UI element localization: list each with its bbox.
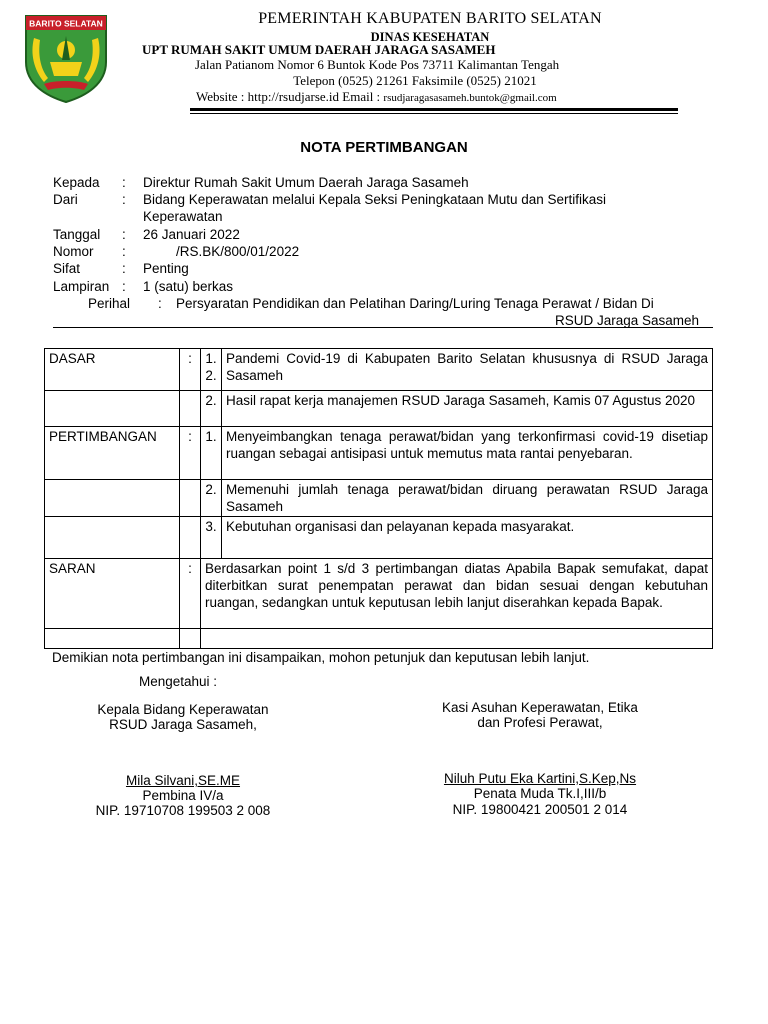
letterhead-rule-thick <box>190 108 678 111</box>
left-signer-title1: Kepala Bidang Keperawatan <box>97 702 269 717</box>
item-text: Menyeimbangkan tenaga perawat/bidan yang terkonfirmasi covid-19 disetiap ruangan sebagai antisipasi untuk memutus mata rantai penyebaran. <box>222 427 713 480</box>
item-number-primary: 1. <box>205 351 217 366</box>
field-kepada-value: Direktur Rumah Sakit Umum Daerah Jaraga Sasameh <box>143 175 469 190</box>
right-signer-title1: Kasi Asuhan Keperawatan, Etika <box>442 700 638 715</box>
field-nomor-label: Nomor <box>53 244 94 259</box>
table-row <box>45 559 713 629</box>
field-tanggal-value: 26 Januari 2022 <box>143 227 240 242</box>
letterhead-government: PEMERINTAH KABUPATEN BARITO SELATAN <box>258 10 602 27</box>
acknowledged-label: Mengetahui : <box>139 674 218 689</box>
section-colon: : <box>180 559 201 629</box>
field-dari-value: Bidang Keperawatan melalui Kepala Seksi Peningkataan Mutu dan Sertifikasi <box>143 192 607 207</box>
table-row <box>45 349 713 391</box>
regency-logo <box>20 10 112 104</box>
field-dari-value-cont: Keperawatan <box>143 209 223 224</box>
left-signer-nip: NIP. 19710708 199503 2 008 <box>95 803 271 818</box>
logo-text: BARITO SELATAN <box>29 18 103 29</box>
item-text: Pandemi Covid-19 di Kabupaten Barito Selatan khususnya di RSUD Jaraga Sasameh <box>222 349 713 391</box>
field-sifat-value: Penting <box>143 261 189 276</box>
section-colon: : <box>180 427 201 480</box>
section-colon: : <box>180 349 201 391</box>
field-lampiran-label: Lampiran <box>53 279 110 294</box>
field-tanggal-label: Tanggal <box>53 227 101 242</box>
perihal-rule <box>53 327 713 328</box>
field-perihal-colon: : <box>158 296 162 311</box>
empty-cell <box>201 629 713 649</box>
letterhead-contact <box>196 89 768 105</box>
field-nomor-value: /RS.BK/800/01/2022 <box>176 244 300 259</box>
letterhead-address: Jalan Patianom Nomor 6 Buntok Kode Pos 73711 Kalimantan Tengah <box>195 57 560 72</box>
field-lampiran-value: 1 (satu) berkas <box>143 279 234 294</box>
closing-statement: Demikian nota pertimbangan ini disampaikan, mohon petunjuk dan keputusan lebih lanjut. <box>52 650 590 665</box>
item-text: Berdasarkan point 1 s/d 3 pertimbangan diatas Apabila Bapak semufakat, dapat diterbitkan surat penempatan perawat dan bidan sesuai dengan kebutuhan ruangan, sedangkan untuk keputusan lebih lanjut diserahkan kepada Bapak. <box>201 559 713 629</box>
empty-cell <box>45 629 180 649</box>
field-nomor-colon: : <box>122 244 126 259</box>
left-signer-rank: Pembina IV/a <box>142 788 224 803</box>
field-perihal-value-cont: RSUD Jaraga Sasameh <box>555 313 700 328</box>
section-label: DASAR <box>45 349 180 391</box>
right-signer-rank: Penata Muda Tk.I,III/b <box>473 786 607 801</box>
table-row <box>45 480 713 517</box>
considerations-table <box>44 348 713 649</box>
right-signer-title2: dan Profesi Perawat, <box>477 715 603 730</box>
section-label <box>45 391 180 427</box>
field-sifat-label: Sifat <box>53 261 81 276</box>
section-colon <box>180 391 201 427</box>
table-row <box>45 391 713 427</box>
field-sifat-colon: : <box>122 261 126 276</box>
table-row <box>45 427 713 480</box>
empty-cell <box>180 629 201 649</box>
letterhead-rule-thin <box>190 113 678 114</box>
field-kepada-colon: : <box>122 175 126 190</box>
section-colon <box>180 517 201 559</box>
field-perihal-label: Perihal <box>88 296 131 311</box>
field-kepada-label: Kepada <box>53 175 100 190</box>
field-dari-label: Dari <box>53 192 78 207</box>
item-number: 2. <box>201 391 222 427</box>
letterhead-email: rsudjaragasasameh.buntok@gmail.com <box>383 92 557 104</box>
section-label: SARAN <box>45 559 180 629</box>
item-text: Hasil rapat kerja manajemen RSUD Jaraga Sasameh, Kamis 07 Agustus 2020 <box>222 391 713 427</box>
item-text: Kebutuhan organisasi dan pelayanan kepada masyarakat. <box>222 517 713 559</box>
left-signer-name: Mila Silvani,SE.ME <box>125 773 241 788</box>
field-perihal-value: Persyaratan Pendidikan dan Pelatihan Daring/Luring Tenaga Perawat / Bidan Di <box>176 296 654 311</box>
item-number: 2. <box>201 480 222 517</box>
letterhead-phone: Telepon (0525) 21261 Faksimile (0525) 21021 <box>293 73 537 88</box>
item-number <box>201 349 222 391</box>
field-lampiran-colon: : <box>122 279 126 294</box>
section-label: PERTIMBANGAN <box>45 427 180 480</box>
item-number: 3. <box>201 517 222 559</box>
section-colon <box>180 480 201 517</box>
section-label <box>45 517 180 559</box>
document-title: NOTA PERTIMBANGAN <box>300 139 468 156</box>
letterhead-hospital: UPT RUMAH SAKIT UMUM DAERAH JARAGA SASAMEH <box>142 42 496 57</box>
item-text: Memenuhi jumlah tenaga perawat/bidan diruang perawatan RSUD Jaraga Sasameh <box>222 480 713 517</box>
letterhead-website: Website : http://rsudjarse.id Email : <box>196 89 381 104</box>
section-label <box>45 480 180 517</box>
item-number: 1. <box>201 427 222 480</box>
item-number-secondary: 2. <box>205 368 217 383</box>
right-signer-name: Niluh Putu Eka Kartini,S.Kep,Ns <box>443 771 637 786</box>
field-tanggal-colon: : <box>122 227 126 242</box>
table-row <box>45 517 713 559</box>
table-row <box>45 629 713 649</box>
right-signer-nip: NIP. 19800421 200501 2 014 <box>452 802 628 817</box>
field-dari-colon: : <box>122 192 126 207</box>
letterhead-department: DINAS KESEHATAN <box>370 30 490 44</box>
left-signer-title2: RSUD Jaraga Sasameh, <box>109 717 257 732</box>
